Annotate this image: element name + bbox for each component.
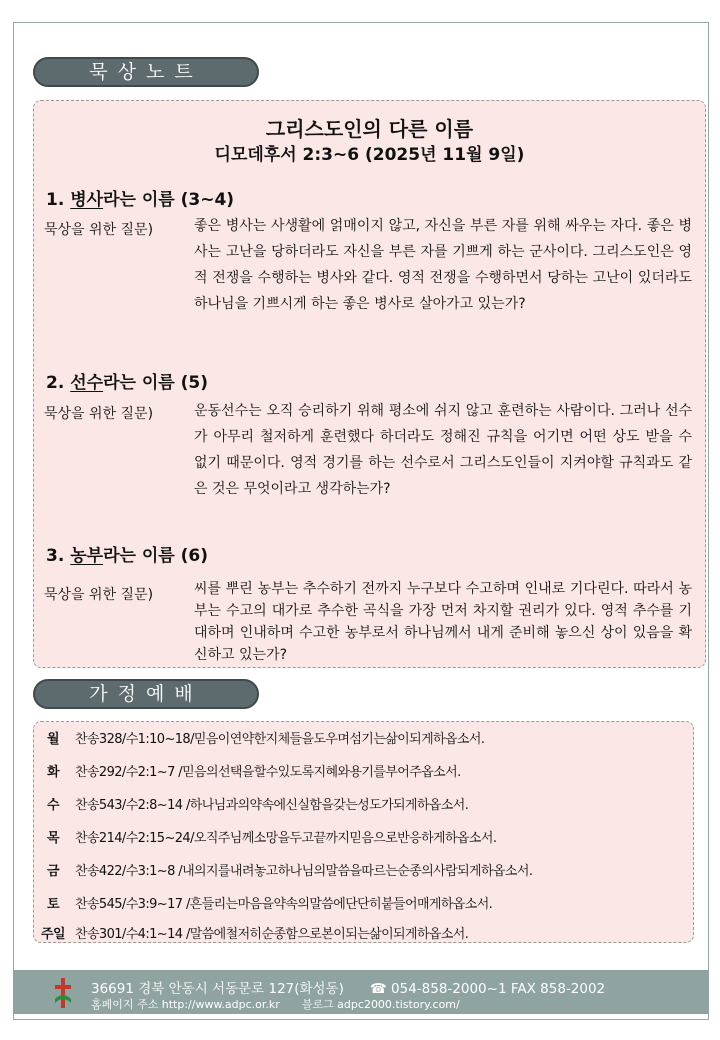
section-number: 1.	[46, 190, 65, 210]
day-label: 화	[47, 765, 59, 780]
footer-bar	[13, 970, 709, 1014]
church-cross-logo-icon	[53, 977, 73, 1009]
worship-panel	[33, 721, 694, 943]
footer-contact	[91, 977, 605, 997]
footer-address: 36691 경북 안동시 서동문로 127(화성동)	[91, 981, 344, 997]
footer-phone: ☎ 054-858-2000~1 FAX 858-2002	[369, 981, 606, 997]
day-text: 찬송543/수2:8~14 /하나님과의약속에신실함을갖는성도가되게하옵소서.	[75, 798, 469, 813]
question-label: 묵상을 위한 질문)	[44, 222, 154, 238]
section-rest: 라는 이름 (3~4)	[103, 190, 235, 210]
footer-links	[91, 996, 460, 1012]
day-text: 찬송422/수3:1~8 /내의지를내려놓고하나님의말씀을따르는순종의사람되게하옵소서.	[75, 864, 533, 879]
day-text: 찬송545/수3:9~17 /흔들리는마음을약속의말씀에단단히붙들어매게하옵소서.	[75, 897, 493, 912]
section-heading-3	[46, 541, 208, 566]
question-label: 묵상을 위한 질문)	[44, 587, 154, 603]
section-term: 선수	[70, 373, 104, 393]
question-text-1: 좋은 병사는 사생활에 얽매이지 않고, 자신을 부른 자를 위해 싸우는 자다. 좋은 병사는 고난을 당하더라도 자신을 부른 자를 기쁘게 하는 군사이다. 그리스도인은 영적 전쟁을 수행하는 병사와 같다. 영적 전쟁을 수행하면서 당하는 고난이 있더라도 하나님을 기쁘시게 하는 좋은 병사로 살아가고 있는가?	[194, 218, 692, 312]
day-label: 수	[47, 798, 59, 813]
page-title: 그리스도인의 다른 이름	[265, 117, 474, 141]
day-text: 찬송214/수2:15~24/오직주님께소망을두고끝까지믿음으로반응하게하옵소서.	[75, 831, 497, 846]
question-text-3: 씨를 뿌린 농부는 추수하기 전까지 누구보다 수고하며 인내로 기다린다. 따라서 농부는 수고의 대가로 추수한 곡식을 가장 먼저 차지할 권리가 있다. 영적 추수를 기대하며 인내하며 수고한 농부로서 하나님께서 내게 준비해 놓으신 상이 있음을 확신하고 있는가?	[194, 581, 692, 663]
day-label: 주일	[41, 927, 65, 942]
worship-header: 가정예배	[33, 679, 259, 709]
section-rest: 라는 이름 (6)	[103, 546, 208, 566]
day-label: 금	[47, 864, 59, 879]
section-heading-2	[46, 368, 208, 393]
day-text: 찬송328/수1:10~18/믿음이연약한지체들을도우며섬기는삶이되게하옵소서.	[75, 732, 485, 747]
day-label: 목	[47, 831, 59, 846]
devotion-panel	[33, 100, 706, 668]
devotion-header: 묵상노트	[33, 57, 259, 87]
day-label: 토	[47, 897, 59, 912]
section-heading-1	[46, 185, 234, 210]
section-number: 2.	[46, 373, 65, 393]
footer-homepage-link[interactable]: 홈페이지 주소 http://www.adpc.or.kr	[91, 998, 280, 1011]
section-term: 병사	[70, 190, 104, 210]
section-term: 농부	[70, 546, 104, 566]
section-number: 3.	[46, 546, 65, 566]
scripture-reference: 디모데후서 2:3~6 (2025년 11월 9일)	[214, 145, 525, 165]
day-text: 찬송292/수2:1~7 /믿음의선택을할수있도록지혜와용기를부어주옵소서.	[75, 765, 461, 780]
day-label: 월	[47, 732, 59, 747]
section-rest: 라는 이름 (5)	[103, 373, 208, 393]
day-text: 찬송301/수4:1~14 /말씀에철저히순종함으로본이되는삶이되게하옵소서.	[75, 927, 469, 942]
footer-blog-link[interactable]: 블로그 adpc2000.tistory.com/	[301, 998, 460, 1011]
question-label: 묵상을 위한 질문)	[44, 406, 154, 422]
question-text-2: 운동선수는 오직 승리하기 위해 평소에 쉬지 않고 훈련하는 사람이다. 그러나 선수가 아무리 철저하게 훈련했다 하더라도 정해진 규칙을 어기면 어떤 상도 받을 수 없기 때문이다. 영적 경기를 하는 선수로서 그리스도인들이 지켜야할 규칙과도 같은 것은 무엇이라고 생각하는가?	[194, 403, 692, 497]
